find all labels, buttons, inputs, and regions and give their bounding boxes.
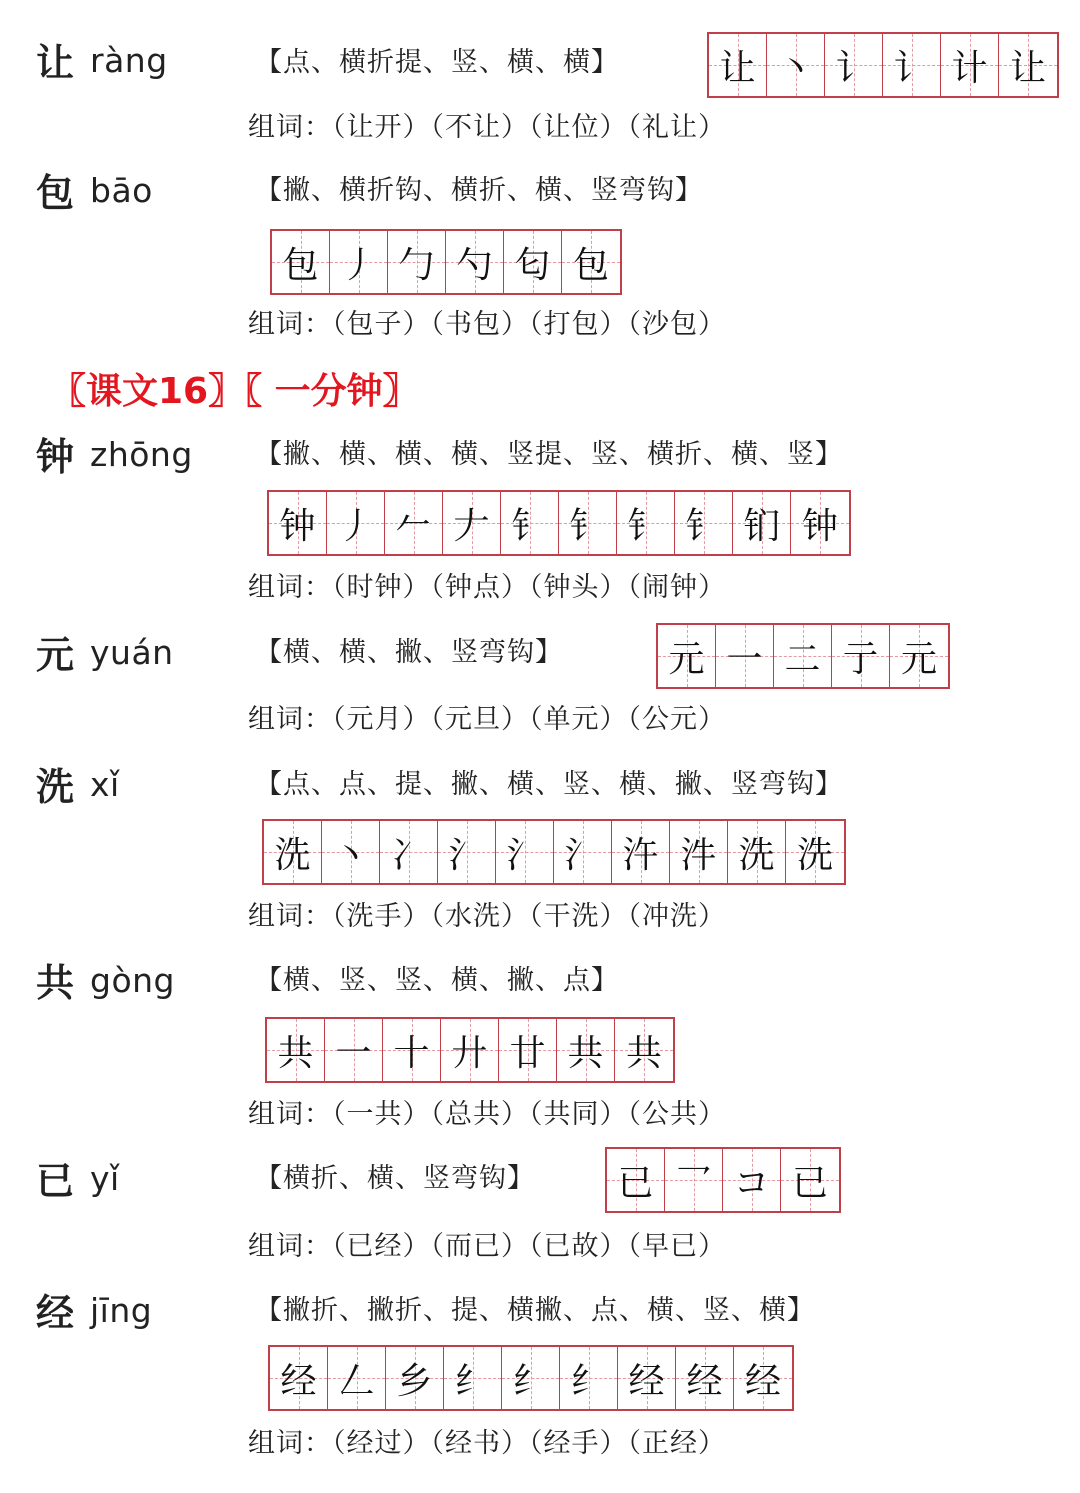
entry-pinyin: jīng <box>90 1291 153 1330</box>
stroke-cell: 经 <box>734 1347 792 1409</box>
stroke-cell: 氵 <box>438 821 496 883</box>
word-examples: 组词：（洗手）（水洗）（干洗）（冲洗） <box>248 901 726 932</box>
stroke-cell: 让 <box>999 34 1057 96</box>
stroke-grid <box>707 32 1059 98</box>
stroke-grid <box>605 1147 841 1213</box>
stroke-cell: 汻 <box>612 821 670 883</box>
stroke-cell: 𠂇 <box>443 492 501 554</box>
stroke-cell: 已 <box>781 1149 839 1211</box>
word-examples: 组词：（一共）（总共）（共同）（公共） <box>248 1099 726 1130</box>
stroke-cell: 纟 <box>444 1347 502 1409</box>
entry-character: 包 <box>36 170 75 215</box>
stroke-cell: 洗 <box>786 821 844 883</box>
stroke-cell: 元 <box>890 625 948 687</box>
stroke-cell: 汼 <box>670 821 728 883</box>
stroke-order-text: 【点、点、提、撇、横、竖、横、撇、竖弯钩】 <box>255 769 843 800</box>
stroke-cell: 冫 <box>380 821 438 883</box>
entry-pinyin: gòng <box>90 961 175 1000</box>
entry-character: 经 <box>36 1290 75 1335</box>
stroke-cell: 让 <box>709 34 767 96</box>
stroke-cell: 包 <box>272 231 330 293</box>
stroke-cell: 洗 <box>728 821 786 883</box>
stroke-cell: 二 <box>774 625 832 687</box>
stroke-cell: 丶 <box>767 34 825 96</box>
stroke-cell: 讠 <box>825 34 883 96</box>
stroke-cell: 经 <box>270 1347 328 1409</box>
word-examples: 组词：（包子）（书包）（打包）（沙包） <box>248 309 726 340</box>
stroke-cell: コ <box>723 1149 781 1211</box>
stroke-cell: 钔 <box>733 492 791 554</box>
stroke-grid <box>656 623 950 689</box>
stroke-cell: 已 <box>607 1149 665 1211</box>
stroke-cell: 钅 <box>501 492 559 554</box>
stroke-cell: 元 <box>658 625 716 687</box>
entry-character: 让 <box>36 40 75 85</box>
entry-character: 元 <box>36 632 75 677</box>
word-examples: 组词：（让开）（不让）（让位）（礼让） <box>248 112 726 143</box>
word-examples: 组词：（经过）（经书）（经手）（正经） <box>248 1428 726 1459</box>
stroke-cell: 丿 <box>327 492 385 554</box>
stroke-cell: 钟 <box>269 492 327 554</box>
word-examples: 组词：（元月）（元旦）（单元）（公元） <box>248 704 726 735</box>
stroke-order-text: 【点、横折提、竖、横、横】 <box>255 47 619 78</box>
stroke-cell: 经 <box>676 1347 734 1409</box>
stroke-cell: 一 <box>325 1019 383 1081</box>
stroke-grid <box>267 490 851 556</box>
stroke-cell: 十 <box>383 1019 441 1081</box>
stroke-cell: 𠂉 <box>385 492 443 554</box>
stroke-cell: 亍 <box>832 625 890 687</box>
stroke-cell: 勺 <box>446 231 504 293</box>
entry-character: 钟 <box>36 434 75 479</box>
stroke-cell: 共 <box>615 1019 673 1081</box>
stroke-cell: 讠 <box>883 34 941 96</box>
stroke-cell: 氵 <box>496 821 554 883</box>
stroke-grid <box>268 1345 794 1411</box>
stroke-cell: 丿 <box>330 231 388 293</box>
stroke-grid <box>270 229 622 295</box>
entry-character: 已 <box>36 1158 75 1203</box>
stroke-cell: 纟 <box>560 1347 618 1409</box>
word-examples: 组词：（已经）（而已）（已故）（早已） <box>248 1231 726 1262</box>
stroke-cell: 共 <box>557 1019 615 1081</box>
entry-pinyin: xǐ <box>90 765 120 804</box>
entry-character: 洗 <box>36 764 75 809</box>
entry-pinyin: bāo <box>90 171 153 210</box>
stroke-order-text: 【横、竖、竖、横、撇、点】 <box>255 965 619 996</box>
stroke-cell: 钅 <box>675 492 733 554</box>
entry-pinyin: yǐ <box>90 1159 120 1198</box>
stroke-cell: 一 <box>716 625 774 687</box>
stroke-cell: 经 <box>618 1347 676 1409</box>
stroke-cell: 钅 <box>559 492 617 554</box>
stroke-order-text: 【撇、横、横、横、竖提、竖、横折、横、竖】 <box>255 439 843 470</box>
stroke-cell: 匂 <box>504 231 562 293</box>
stroke-grid <box>262 819 846 885</box>
stroke-cell: 乡 <box>386 1347 444 1409</box>
stroke-cell: 丶 <box>322 821 380 883</box>
stroke-order-text: 【横、横、撇、竖弯钩】 <box>255 637 563 668</box>
stroke-cell: 包 <box>562 231 620 293</box>
stroke-cell: 𠃋 <box>328 1347 386 1409</box>
stroke-cell: 洗 <box>264 821 322 883</box>
stroke-grid <box>265 1017 675 1083</box>
stroke-order-text: 【撇、横折钩、横折、横、竖弯钩】 <box>255 175 703 206</box>
stroke-cell: 钅 <box>617 492 675 554</box>
stroke-cell: 氵 <box>554 821 612 883</box>
stroke-cell: 纟 <box>502 1347 560 1409</box>
stroke-order-text: 【撇折、撇折、提、横撇、点、横、竖、横】 <box>255 1295 815 1326</box>
stroke-cell: 共 <box>267 1019 325 1081</box>
word-examples: 组词：（时钟）（钟点）（钟头）（闹钟） <box>248 572 726 603</box>
stroke-cell: 计 <box>941 34 999 96</box>
stroke-cell: 廾 <box>441 1019 499 1081</box>
stroke-cell: 乛 <box>665 1149 723 1211</box>
entry-pinyin: ràng <box>90 41 168 80</box>
stroke-cell: 勹 <box>388 231 446 293</box>
entry-pinyin: zhōng <box>90 435 193 474</box>
stroke-cell: 廿 <box>499 1019 557 1081</box>
lesson-heading: 〖课文16〗〖 一分钟〗 <box>50 371 419 412</box>
stroke-order-text: 【横折、横、竖弯钩】 <box>255 1163 535 1194</box>
entry-pinyin: yuán <box>90 633 174 672</box>
stroke-cell: 钟 <box>791 492 849 554</box>
entry-character: 共 <box>36 960 75 1005</box>
